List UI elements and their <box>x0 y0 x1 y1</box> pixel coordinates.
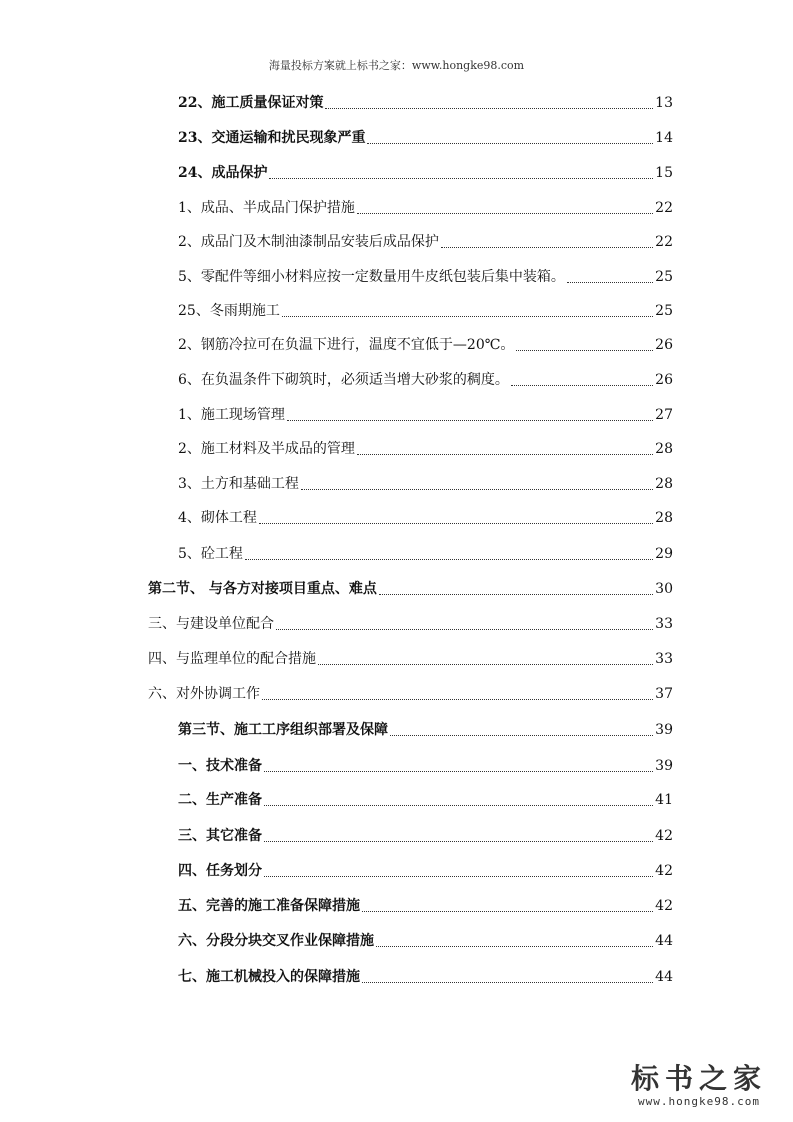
toc-entry-label: 六、分段分块交叉作业保障措施 <box>178 933 374 949</box>
toc-entry-page: 28 <box>655 441 673 457</box>
toc-entry-page: 42 <box>655 828 673 844</box>
toc-leader-dots <box>516 349 653 351</box>
toc-leader-dots <box>276 628 653 630</box>
toc-entry-label: 三、与建设单位配合 <box>148 616 274 632</box>
toc-leader-dots <box>264 770 653 772</box>
toc-entry-label: 七、施工机械投入的保障措施 <box>178 969 360 985</box>
toc-entry[interactable] <box>178 266 673 288</box>
toc-leader-dots <box>390 734 653 736</box>
toc-entry-page: 44 <box>655 969 673 985</box>
toc-leader-dots <box>376 945 653 947</box>
toc-entry[interactable] <box>178 473 673 495</box>
toc-leader-dots <box>379 593 653 595</box>
toc-entry-page: 37 <box>655 686 673 702</box>
logo-text: 标书之家 <box>630 1062 767 1095</box>
toc-entry-label: 五、完善的施工准备保障措施 <box>178 898 360 914</box>
toc-entry-page: 33 <box>655 651 673 667</box>
toc-leader-dots <box>357 212 653 214</box>
toc-leader-dots <box>511 384 653 386</box>
toc-leader-dots <box>441 246 653 248</box>
toc-entry-label: 2、钢筋冷拉可在负温下进行，温度不宜低于—20℃。 <box>178 337 515 353</box>
toc-entry[interactable] <box>178 789 673 811</box>
toc-entry-page: 30 <box>655 581 673 597</box>
toc-entry[interactable] <box>148 613 673 635</box>
toc-entry[interactable] <box>178 197 673 219</box>
toc-entry-label: 第三节、施工工序组织部署及保障 <box>178 722 388 738</box>
toc-entry-page: 13 <box>655 95 673 111</box>
toc-leader-dots <box>245 558 653 560</box>
toc-leader-dots <box>567 281 653 283</box>
toc-entry[interactable] <box>178 543 673 565</box>
toc-entry[interactable] <box>178 127 673 149</box>
toc-entry[interactable] <box>178 92 673 114</box>
toc-entry-page: 25 <box>655 303 673 319</box>
toc-entry-page: 42 <box>655 898 673 914</box>
toc-entry-label: 24、成品保护 <box>178 165 268 181</box>
toc-entry-label: 一、技术准备 <box>178 758 262 774</box>
toc-entry-page: 29 <box>655 546 673 562</box>
toc-entry-label: 25、冬雨期施工 <box>178 303 280 319</box>
page-header: 海量投标方案就上标书之家：www.hongke98.com <box>268 59 525 72</box>
toc-entry-label: 第二节、 与各方对接项目重点、难点 <box>148 581 377 597</box>
toc-entry-label: 6、在负温条件下砌筑时，必须适当增大砂浆的稠度。 <box>178 372 509 388</box>
toc-entry-label: 四、与监理单位的配合措施 <box>148 651 316 667</box>
toc-leader-dots <box>269 177 653 179</box>
toc-entry-label: 5、砼工程 <box>178 546 243 562</box>
toc-entry[interactable] <box>178 300 673 322</box>
toc-entry-label: 23、交通运输和扰民现象严重 <box>178 130 366 146</box>
toc-leader-dots <box>264 804 653 806</box>
toc-entry-label: 六、对外协调工作 <box>148 686 260 702</box>
toc-entry[interactable] <box>148 648 673 670</box>
toc-entry-page: 41 <box>655 792 673 808</box>
toc-leader-dots <box>362 910 653 912</box>
toc-entry[interactable] <box>178 369 673 391</box>
toc-entry[interactable] <box>178 231 673 253</box>
toc-entry-page: 39 <box>655 758 673 774</box>
toc-leader-dots <box>262 698 653 700</box>
toc-leader-dots <box>282 315 653 317</box>
toc-entry[interactable] <box>178 162 673 184</box>
toc-entry[interactable] <box>178 825 673 847</box>
toc-entry-page: 42 <box>655 863 673 879</box>
toc-entry-page: 28 <box>655 510 673 526</box>
toc-entry-page: 22 <box>655 200 673 216</box>
toc-entry[interactable] <box>178 404 673 426</box>
toc-entry[interactable] <box>178 719 673 741</box>
logo <box>619 1063 779 1108</box>
toc-entry-page: 26 <box>655 372 673 388</box>
toc-entry[interactable] <box>178 334 673 356</box>
toc-entry-label: 2、成品门及木制油漆制品安装后成品保护 <box>178 234 439 250</box>
toc-entry[interactable] <box>178 930 673 952</box>
toc-leader-dots <box>318 663 653 665</box>
toc-entry[interactable] <box>178 860 673 882</box>
toc-entry-page: 22 <box>655 234 673 250</box>
toc-leader-dots <box>362 981 653 983</box>
toc-entry-page: 28 <box>655 476 673 492</box>
toc-leader-dots <box>259 522 653 524</box>
toc-entry-label: 2、施工材料及半成品的管理 <box>178 441 355 457</box>
logo-url: www.hongke98.com <box>638 1095 760 1108</box>
toc-entry[interactable] <box>148 683 673 705</box>
toc-entry-page: 44 <box>655 933 673 949</box>
toc-leader-dots <box>287 419 653 421</box>
toc-entry[interactable] <box>148 578 673 600</box>
toc-entry-label: 二、生产准备 <box>178 792 262 808</box>
toc-entry-label: 1、施工现场管理 <box>178 407 285 423</box>
toc-entry-label: 三、其它准备 <box>178 828 262 844</box>
toc-entry[interactable] <box>178 895 673 917</box>
toc-entry-label: 22、施工质量保证对策 <box>178 95 324 111</box>
toc-leader-dots <box>264 840 653 842</box>
toc-entry-label: 5、零配件等细小材料应按一定数量用牛皮纸包装后集中装箱。 <box>178 269 565 285</box>
toc-entry-label: 四、任务划分 <box>178 863 262 879</box>
toc-entry-label: 1、成品、半成品门保护措施 <box>178 200 355 216</box>
toc-entry[interactable] <box>178 438 673 460</box>
toc-leader-dots <box>301 488 653 490</box>
toc-entry-label: 3、土方和基础工程 <box>178 476 299 492</box>
toc-leader-dots <box>325 107 653 109</box>
toc-entry[interactable] <box>178 755 673 777</box>
toc-leader-dots <box>367 142 653 144</box>
toc-leader-dots <box>264 875 653 877</box>
toc-entry-page: 14 <box>655 130 673 146</box>
toc-entry-page: 33 <box>655 616 673 632</box>
toc-entry-label: 4、砌体工程 <box>178 510 257 526</box>
toc-entry-page: 15 <box>655 165 673 181</box>
toc-entry-page: 39 <box>655 722 673 738</box>
toc-entry[interactable] <box>178 966 673 988</box>
toc-entry-page: 25 <box>655 269 673 285</box>
toc-entry-page: 27 <box>655 407 673 423</box>
toc-leader-dots <box>357 453 653 455</box>
toc-entry[interactable] <box>178 507 673 529</box>
toc-entry-page: 26 <box>655 337 673 353</box>
